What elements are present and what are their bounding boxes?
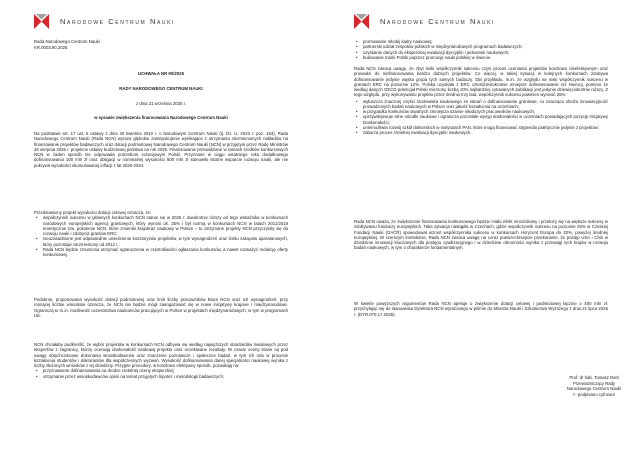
list-item: • uprzywilejowuje silne ośrodki naukowe i ogranicza pozostałe wysyp doskonałości w uczelniach posiadających pozycję Inicjatywy Doskonałości; — [354, 114, 608, 125]
resolution-date: z dnia 21 września 2025 r. — [136, 101, 186, 106]
signatory-name: Prof. dr hab. Tomasz Dietl — [569, 375, 619, 380]
procedures-list — [34, 368, 288, 379]
list-item: • budowanie marki Polski poprzez promocję nauki polskiej w świecie. — [354, 55, 608, 60]
list-item: • partnerski udział zespołów polskich w międzynarodowych programach badawczych; — [354, 44, 608, 49]
signature-block — [544, 375, 640, 397]
list-item: • Rada NCN będzie zmuszona utrzymać ograniczenia w częstotliwości ogłaszania konkursów, a nawet rozważyć redukcję oferty konkursowej. — [34, 247, 288, 258]
sender-block — [34, 39, 288, 50]
sender-name: Rada Narodowego Centrum Nauki — [34, 39, 100, 44]
resolution-number: UCHWAŁA NR 90/2025 — [138, 71, 184, 76]
signatory-role: Przewodniczący Rady — [572, 380, 616, 386]
paragraph-selection — [34, 342, 288, 379]
procedures-list — [354, 39, 608, 60]
list-item: • uniemożliwia rozwój szkół doktorskich w instytutach PAN, które mogą finansować stypendia praktycznie jedynie z projektów; — [354, 125, 608, 130]
institution-name: Narodowe Centrum Nauki — [60, 17, 176, 26]
list-item: • przyznawanie dofinansowania na drodze rzetelnej oceny eksperckiej; — [34, 368, 288, 373]
list-item: • wyłuszcza znacznej części środowiska naukowego ze starań o dofinansowanie grantowe, co znacząco obniża innowacyjność prowadzonych badań naukowych w Polsce oraz jakość kształcenia na uczelniach; — [354, 99, 608, 110]
council-title — [34, 86, 288, 91]
document-page-2 — [320, 0, 640, 451]
list-item: • zaburza proces rzetelnej ewaluacji dyscyplin naukowych. — [354, 130, 608, 135]
procedures-list-continued — [354, 39, 608, 60]
effects-list — [354, 99, 608, 136]
council-name: RADY NARODOWEGO CENTRUM NAUKI — [119, 86, 203, 91]
paragraph-success-rate — [354, 66, 608, 135]
paragraph-text: Rada NCN uważa, że zwiększenie finansowania konkursowego będzie miało efekt mnożnikowy i przełoży się na większe sukcesy w zdobywaniu funduszy europejskich. Taka sytuacja nastąpiła w Czechach, gdzie współczynnik sukcesu na poziomie 25% w Czeskiej Fundacji Nauki (GAČR) spowodował wzrost współczynnika sukcesu w konkursach Horyzont Europa do 20%, powyżej średniej europejskiej. W szerszym kontekście, Rada NCN zwraca uwagę na coraz powszechniejsze przekonanie, że postęp USA i Chin w dziedzinie innowacji kluczowych dla postępu cywilizacyjnego i w dziedzinie obronności wynika z przewagi tych krajów w rozwoju badań naukowych, w tym o charakterze fundamentalnym. — [354, 219, 608, 251]
list-item: • otrzymanie przez wnioskodawców opinii na temat przyjętych hipotez i metodologii badawczych; — [34, 374, 288, 379]
list-item: • w przypadku konkursów otwartych zmniejsza szanse młodszych pracowników naukowych; — [354, 109, 608, 114]
paragraph-text: Podobnie, proponowana wysokość dotacji podmiotowej oraz limit liczby pracowników Biura NCN oraz ich wynagrodzeń, przy rosnącej liczbie wniosków oznacza, że NCN nie będzie mógł zaangażować się w nowe inicjatywy krajowe i międzynarodowe. Ograniczą to m.in. możliwość uczestnictwa naukowców pracujących w Polsce w projektach międzynarodowych, w tym w programach UE. — [34, 297, 288, 318]
paragraph-text: Na podstawie art. 17 ust. 5 ustawy z dnia 30 kwietnia 2010 r. o Narodowym Centrum Nauki (tj. Dz. U. 2023 r. poz. 153), Rada Narodowego Centrum Nauki (Rada NCN) wyraża głębokie zaniepokojenie wynikające z utrzymania niezmienionych nakładów na finansowanie projektów badawczych oraz dotacji podmiotowej Narodowego Centrum Nauki (NCN) w przyjętym przez Radę Ministrów 28 sierpnia 2025 r. projekcie ustawy budżetowej państwa na rok 2026. Finansowanie przewidziane w ramach środków konkursowych NCN w żaden sposób nie odpowiada potrzebom rozwojowym Polski. Przyznane w ciągu ostatniego roku dodatkowego dofinansowania 100 mln zł oraz obligacji w nominalnej wysokości 500 mln zł stanowiło istotne wsparcie rozwoju nauki, ale nie pokrywa wysokości skumulowanej inflacji z lat 2020-2024. — [34, 131, 288, 168]
consequences-list — [34, 215, 288, 257]
page-header — [33, 13, 175, 30]
list-item: • promowanie młodej kadry naukowej; — [354, 39, 608, 44]
resolution-subject: w sprawie zwiększenia finansowania Narodowego Centrum Nauki — [94, 115, 228, 120]
paragraph-multiplier — [354, 219, 608, 251]
ncn-logo-icon — [33, 13, 50, 30]
paragraph-consequences — [34, 210, 288, 257]
page-header — [353, 13, 495, 30]
list-item: • współczynnik sukcesu w głównych konkursach NCN stanie się w 2026 r. dwukrotnie niższy od tego wskaźnika w konkursach narodowych europejskich agencji grantowych, który wynosi ok. 25% i był normą w konkursach NCN w latach 2011/2019 teoretycznie tzw. pokolenie NCN, które zmieniło krajobraz naukowy w Polsce – to otrzymane projekty NCN przyczyniły się do rozwoju nauki i zdobycia grantów ERC; — [34, 215, 288, 236]
ncn-logo-icon — [353, 13, 370, 30]
paragraph-subsidy — [34, 297, 288, 318]
list-item: • nieuzasadnione jest odpowiednie umieścienie kosztorysów projektów, w tym wynagrodzeń oraz limitu zakupów aparaturowych, który pozostaje niezmieniony od 2012 r.; — [34, 236, 288, 247]
digital-signature-note: /– podpisano cyfrowo/ — [573, 391, 615, 397]
signatory-institution: Narodowego Centrum Nauki — [566, 386, 622, 392]
paragraph-text: NCN chciałaby podkreślić, że wybór projektów w konkursach NCN odbywa się według najwyższych standardów światowych przez ekspertów z zagranicy, którzy oceniają doskonałość naukową projektu oraz oczekiwane rezultaty. W czasie oceny brane są pod uwagę dotychczasowe dokonania wnioskodawców oraz znaczenie poznawcze i społeczne badań, w tym ich rola w procesie kształcenia studentów i doktorantów dla współczesnych wyzwań. Wysokość dofinansowania danej specjalności naukowej wynika z liczby złożonych wniosków z tej dziedziny. Przyjęte procedury, w kosztowo efektywny sposób, pozwalają na: — [34, 342, 288, 368]
paragraph-text: Rada NCN zwraca uwagę, że zbyt niski współczynnik sukcesu czyni proces oceniania projektów kosztowo nieefektywnym oraz prowadzi do niefinansowania bardzo dobrych projektów. Co więcej, w takiej sytuacji w kolejnych konkursach zdobywa dofinansowanie jedynie wąska grupa tych samych badaczy. Dla przykładu, m.in. ze względu na niski współczynnik sukcesu w grantach ERC na poziomie 12%, Polska uzyskała z ERC czterdziestokrotnie mniejsze dofinansowanie niż Niemcy, pomimo że według danych OECD potencjał Polski mierzony liczbą 10% najbardziej cytowanych publikacji jest jedynie dziewięciokrotnie niższy. Z tego względu, przy wykonywaniu projektu przez średnio trzy lata, współczynnik sukcesu powinien wynosić 25%: — [354, 66, 608, 98]
paragraph-legal-basis — [34, 131, 288, 168]
reference-number: KR.0003.90.2025 — [34, 44, 68, 50]
paragraph-appeal — [354, 301, 608, 317]
list-item: • uzyskanie danych do eksperckiej ewaluacji dyscyplin i jednostek naukowych; — [354, 50, 608, 55]
resolution-title — [34, 71, 288, 76]
paragraph-intro: Przedstawiony projekt wysokości dotacji celowej oznacza, że: — [34, 210, 152, 215]
institution-name: Narodowe Centrum Nauki — [380, 17, 496, 26]
paragraph-text: W świetle powyższych argumentów Rada NCN apeluje o zwiększenie dotacji celowej i podmiotowej łącznie o 400 mln zł. przychylając się do stanowiska Dyrektora NCN wyrażonego w piśmie do Ministra Nauki i Szkolnictwa Wyższego z dnia 21 lipca 2025 r. (DYR.070.17.2025). — [354, 301, 608, 317]
